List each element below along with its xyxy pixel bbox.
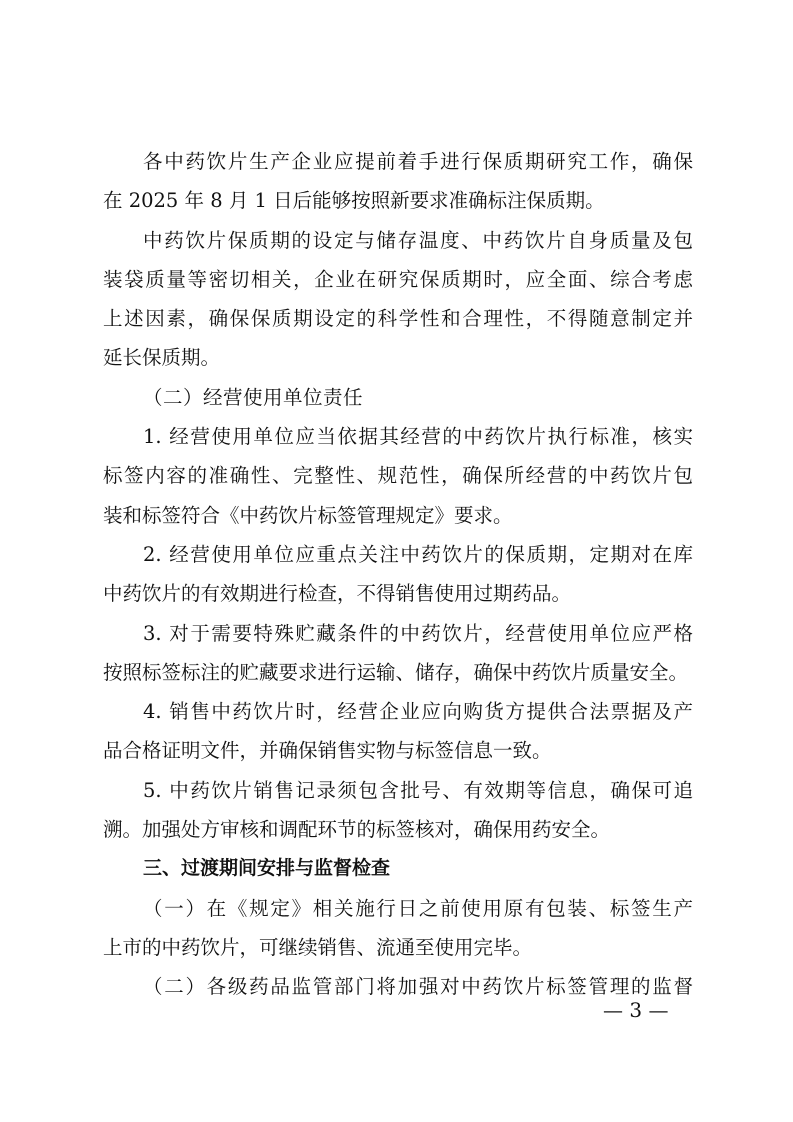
paragraph-item-1 bbox=[103, 417, 693, 535]
text-line: 5. 中药饮片销售记录须包含批号、有效期等信息，确保可追 bbox=[143, 778, 693, 802]
text-line: 标签内容的准确性、完整性、规范性，确保所经营的中药饮片包 bbox=[103, 464, 693, 488]
text-line: 溯。加强处方审核和调配环节的标签核对，确保用药安全。 bbox=[103, 818, 611, 842]
paragraph-item-2 bbox=[103, 535, 693, 614]
subsection-heading-operator-responsibility bbox=[103, 378, 693, 417]
text-line: 上市的中药饮片，可继续销售、流通至使用完毕。 bbox=[103, 935, 533, 959]
subsection-heading: （二）经营使用单位责任 bbox=[143, 385, 364, 409]
section-heading-transition-supervision bbox=[103, 849, 693, 888]
paragraph-production-shelf-life-research bbox=[103, 142, 693, 221]
text-line: 各中药饮片生产企业应提前着手进行保质期研究工作，确保 bbox=[143, 150, 693, 173]
text-line: （二）各级药品监管部门将加强对中药饮片标签管理的监督 bbox=[143, 975, 693, 999]
text-line: 延长保质期。 bbox=[103, 346, 221, 370]
text-line: 装和标签符合《中药饮片标签管理规定》要求。 bbox=[103, 503, 513, 527]
text-line: 上述因素，确保保质期设定的科学性和合理性，不得随意制定并 bbox=[103, 307, 693, 331]
paragraph-shelf-life-factors bbox=[103, 221, 693, 378]
paragraph-transition-1 bbox=[103, 889, 693, 968]
page-number: — 3 — bbox=[603, 998, 669, 1022]
text-line: 在 2025 年 8 月 1 日后能够按照新要求准确标注保质期。 bbox=[103, 189, 605, 213]
text-line: 4. 销售中药饮片时，经营企业应向购货方提供合法票据及产 bbox=[143, 700, 693, 724]
text-line: 装袋质量等密切相关，企业在研究保质期时，应全面、综合考虑 bbox=[103, 267, 693, 291]
text-line: 1. 经营使用单位应当依据其经营的中药饮片执行标准，核实 bbox=[143, 425, 693, 449]
text-line: 按照标签标注的贮藏要求进行运输、储存，确保中药饮片质量安全。 bbox=[103, 660, 689, 684]
text-line: 2. 经营使用单位应重点关注中药饮片的保质期，定期对在库 bbox=[143, 542, 693, 566]
text-line: 中药饮片的有效期进行检查，不得销售使用过期药品。 bbox=[103, 582, 572, 606]
text-line: 中药饮片保质期的设定与储存温度、中药饮片自身质量及包 bbox=[143, 228, 693, 252]
paragraph-item-3 bbox=[103, 614, 693, 693]
paragraph-item-5 bbox=[103, 771, 693, 850]
text-line: 3. 对于需要特殊贮藏条件的中药饮片，经营使用单位应严格 bbox=[143, 621, 693, 645]
paragraph-item-4 bbox=[103, 692, 693, 771]
section-heading: 三、过渡期间安排与监督检查 bbox=[143, 857, 391, 880]
document-body bbox=[103, 142, 693, 1007]
text-line: 品合格证明文件，并确保销售实物与标签信息一致。 bbox=[103, 739, 552, 763]
text-line: （一）在《规定》相关施行日之前使用原有包装、标签生产 bbox=[143, 896, 693, 920]
